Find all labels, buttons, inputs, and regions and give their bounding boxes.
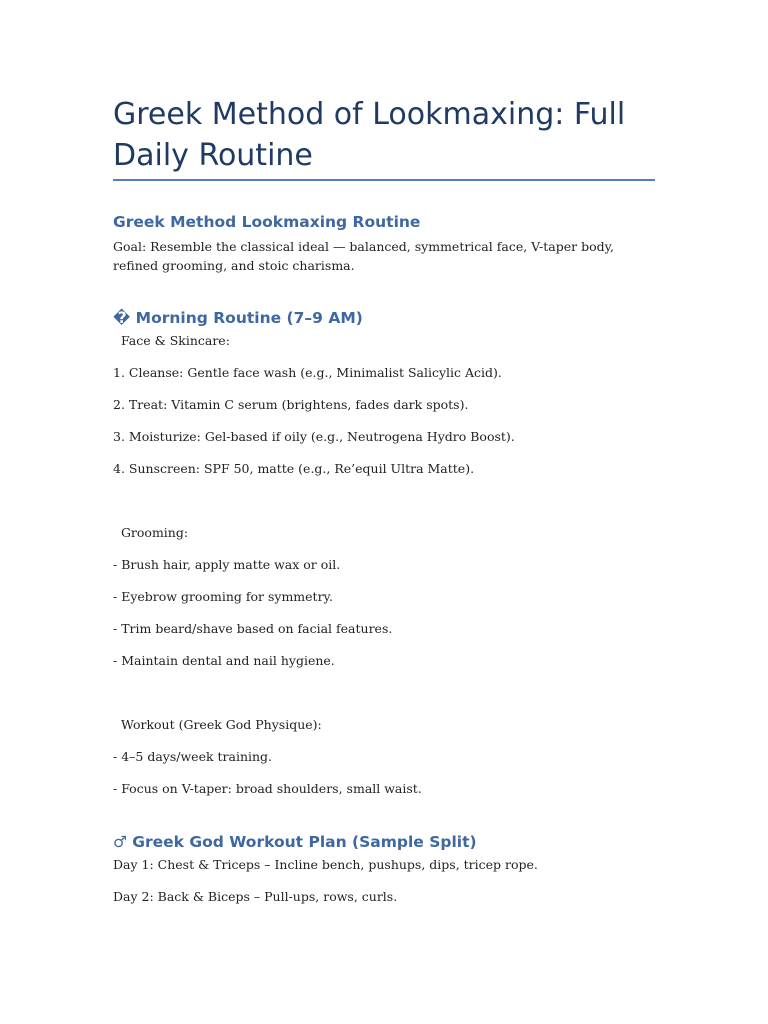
list-item: - Brush hair, apply matte wax or oil. xyxy=(113,557,341,572)
list-item: 3. Moisturize: Gel-based if oily (e.g., Neutrogena Hydro Boost). xyxy=(113,429,515,444)
list-item: 1. Cleanse: Gentle face wash (e.g., Minimalist Salicylic Acid). xyxy=(113,365,502,380)
list-item: - Eyebrow grooming for symmetry. xyxy=(113,589,333,604)
document-title: Greek Method of Lookmaxing: Full Daily Routine xyxy=(113,97,626,173)
list-item: - Maintain dental and nail hygiene. xyxy=(113,653,335,668)
section-heading-workout-plan: ♂ Greek God Workout Plan (Sample Split) xyxy=(113,833,477,851)
list-item: Day 1: Chest & Triceps – Incline bench, pushups, dips, tricep rope. xyxy=(113,857,538,872)
face-skincare-label: Face & Skincare: xyxy=(113,333,230,348)
title-underline xyxy=(113,179,655,181)
grooming-label: Grooming: xyxy=(113,525,189,540)
goal-paragraph: Goal: Resemble the classical ideal — balanced, symmetrical face, V-taper body, refined grooming, and stoic charisma. xyxy=(113,239,614,273)
list-item: - 4–5 days/week training. xyxy=(113,749,273,764)
workout-label: Workout (Greek God Physique): xyxy=(113,717,322,732)
list-item: - Focus on V-taper: broad shoulders, small waist. xyxy=(113,781,422,796)
list-item: 2. Treat: Vitamin C serum (brightens, fades dark spots). xyxy=(113,397,469,412)
section-heading-routine: Greek Method Lookmaxing Routine xyxy=(113,213,421,231)
section-heading-morning: � Morning Routine (7–9 AM) xyxy=(113,309,363,327)
list-item: - Trim beard/shave based on facial features. xyxy=(113,621,393,636)
list-item: 4. Sunscreen: SPF 50, matte (e.g., Re’equil Ultra Matte). xyxy=(113,461,475,476)
list-item: Day 2: Back & Biceps – Pull-ups, rows, curls. xyxy=(113,889,398,904)
